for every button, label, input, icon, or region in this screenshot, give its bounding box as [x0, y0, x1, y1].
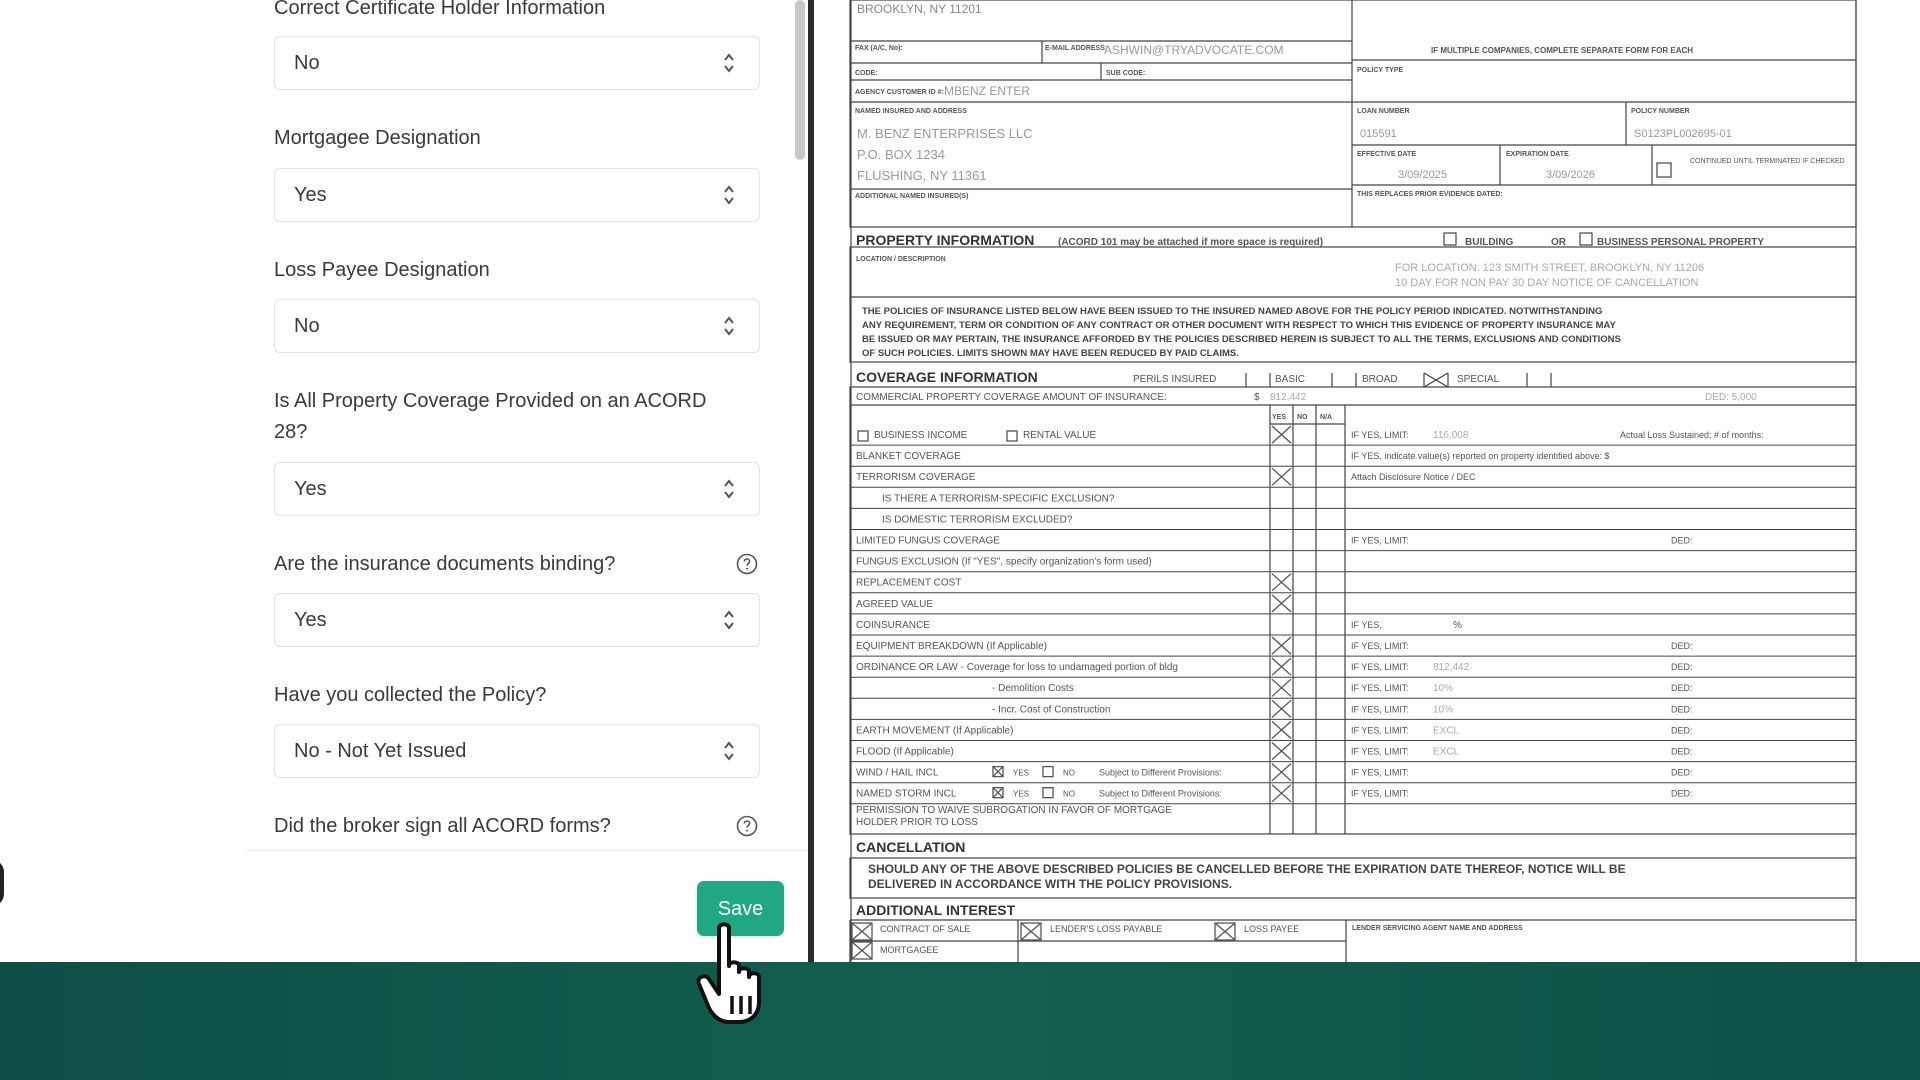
side-handle[interactable]: [0, 860, 4, 906]
coverage-ded-label: DED:: [1671, 641, 1693, 651]
doc-disclaimer-line3: BE ISSUED OR MAY PERTAIN, THE INSURANCE AFFORDED BY THE POLICIES DESCRIBED HEREIN IS SUBJECT TO ALL THE TERMS, EXCLUSIONS AND CONDITIONS: [862, 334, 1621, 345]
actual-loss-label: Actual Loss Sustained; # of months:: [1620, 430, 1764, 440]
doc-perils-label: PERILS INSURED: [1133, 374, 1217, 385]
policy-collected-value: No - Not Yet Issued: [294, 740, 467, 762]
binding-documents-value: Yes: [294, 609, 327, 631]
doc-address-line: BROOKLYN, NY 11201: [857, 2, 982, 16]
coverage-row-label: IS THERE A TERRORISM-SPECIFIC EXCLUSION?: [882, 493, 1115, 505]
coverage-row-label: WIND / HAIL INCL: [856, 767, 939, 779]
coverage-limit-value: EXCL: [1433, 746, 1460, 758]
doc-cancellation-line2: DELIVERED IN ACCORDANCE WITH THE POLICY PROVISIONS.: [868, 877, 1233, 891]
coverage-ded-label: DED:: [1671, 535, 1693, 546]
bottom-band: [0, 962, 1920, 1080]
coverage-limit-label: IF YES, LIMIT:: [1351, 704, 1409, 715]
no-checkbox: [1043, 767, 1053, 777]
save-button[interactable]: Save: [697, 881, 784, 936]
doc-additional-interest-title: ADDITIONAL INTEREST: [856, 902, 1016, 918]
coverage-ded-label: DED:: [1671, 746, 1693, 757]
doc-bpp-label: BUSINESS PERSONAL PROPERTY: [1597, 237, 1765, 248]
doc-code-label: CODE:: [855, 70, 878, 77]
doc-na-col: N/A: [1320, 414, 1333, 421]
doc-loan-number-label: LOAN NUMBER: [1357, 108, 1410, 115]
doc-disclaimer-line4: OF SUCH POLICIES. LIMITS SHOWN MAY HAVE BEEN REDUCED BY PAID CLAIMS.: [862, 348, 1239, 359]
coverage-row-label: FLOOD (If Applicable): [856, 746, 954, 758]
coverage-ded-label: DED:: [1671, 704, 1693, 715]
coverage-ded-label: DED:: [1671, 788, 1693, 799]
doc-policy-number-value: S0123PL002695-01: [1634, 128, 1732, 140]
coverage-limit-value: 812,442: [1433, 662, 1470, 674]
coverage-ded-label: DED:: [1671, 662, 1693, 673]
doc-coverage-title: COVERAGE INFORMATION: [856, 369, 1038, 385]
certificate-holder-value: No: [294, 52, 320, 74]
coverage-row-label: AGREED VALUE: [856, 598, 934, 610]
doc-policy-type-label: POLICY TYPE: [1357, 67, 1404, 74]
chevron-updown-icon: [723, 182, 735, 208]
doc-effective-value: 3/09/2025: [1398, 169, 1447, 181]
doc-cancellation-title: CANCELLATION: [856, 839, 966, 855]
doc-basic-label: BASIC: [1275, 374, 1306, 385]
coverage-limit-value: 10%: [1433, 683, 1454, 695]
doc-property-note: (ACORD 101 may be attached if more space is required): [1058, 237, 1324, 248]
doc-loss-payee: LOSS PAYEE: [1244, 924, 1300, 934]
doc-named-insured-line1: M. BENZ ENTERPRISES LLC: [857, 126, 1033, 141]
doc-agency-label: AGENCY CUSTOMER ID #:: [855, 89, 944, 96]
doc-subcode-label: SUB CODE:: [1106, 70, 1146, 77]
coverage-row-label: COINSURANCE: [856, 619, 930, 631]
question-label-broker-signed: Did the broker sign all ACORD forms?: [274, 815, 611, 837]
doc-cancellation-line1: SHOULD ANY OF THE ABOVE DESCRIBED POLICIES BE CANCELLED BEFORE THE EXPIRATION DATE THEREOF, NOTICE WILL BE: [868, 862, 1626, 876]
doc-lenders-loss-payable: LENDER'S LOSS PAYABLE: [1050, 924, 1163, 934]
coverage-row-label-cont: HOLDER PRIOR TO LOSS: [856, 816, 978, 828]
coverage-limit-label: IF YES, LIMIT:: [1351, 725, 1409, 736]
doc-disclaimer-line2: ANY REQUIREMENT, TERM OR CONDITION OF ANY CONTRACT OR OTHER DOCUMENT WITH RESPECT TO WHICH THIS EVIDENCE OF PROPERTY INSURANCE MAY: [862, 320, 1616, 331]
doc-location-label: LOCATION / DESCRIPTION: [856, 256, 946, 263]
no-label: NO: [1063, 789, 1075, 799]
coverage-limit-label: IF YES, LIMIT:: [1351, 767, 1409, 778]
doc-amount-label: COMMERCIAL PROPERTY COVERAGE AMOUNT OF INSURANCE:: [856, 392, 1167, 403]
coverage-row-label-2: RENTAL VALUE: [1023, 430, 1097, 441]
mortgagee-designation-value: Yes: [294, 184, 327, 206]
hand-pointer-icon: [695, 922, 785, 1027]
doc-named-insured-line3: FLUSHING, NY 11361: [857, 168, 987, 183]
chevron-updown-icon: [723, 607, 735, 633]
coverage-row-label: BUSINESS INCOME: [874, 430, 968, 441]
doc-additional-named-label: ADDITIONAL NAMED INSURED(S): [855, 193, 969, 200]
doc-disclaimer-line1: THE POLICIES OF INSURANCE LISTED BELOW HAVE BEEN ISSUED TO THE INSURED NAMED ABOVE FOR THE POLICY PERIOD INDICATED. NOTWITHSTANDING: [862, 306, 1603, 317]
doc-named-insured-label: NAMED INSURED AND ADDRESS: [855, 108, 967, 115]
coverage-row-label: EQUIPMENT BREAKDOWN (If Applicable): [856, 641, 1047, 652]
doc-expiration-value: 3/09/2026: [1546, 169, 1595, 181]
acord-28-coverage-select[interactable]: [274, 462, 760, 516]
doc-loan-number-value: 015591: [1360, 128, 1397, 140]
doc-multiple-companies: IF MULTIPLE COMPANIES, COMPLETE SEPARATE FORM FOR EACH: [1431, 46, 1694, 55]
question-label-acord-28-line2: 28?: [274, 421, 308, 443]
document-viewer[interactable]: [814, 0, 1920, 962]
doc-broad-label: BROAD: [1362, 374, 1398, 385]
coinsurance-percent: %: [1453, 619, 1462, 631]
doc-mortgagee: MORTGAGEE: [880, 945, 939, 955]
doc-property-title: PROPERTY INFORMATION: [856, 232, 1035, 248]
coverage-row-label: PERMISSION TO WAIVE SUBROGATION IN FAVOR OF MORTGAGE: [856, 804, 1172, 816]
doc-or-label: OR: [1551, 237, 1566, 248]
coverage-row-label: IS DOMESTIC TERRORISM EXCLUDED?: [882, 514, 1073, 526]
coverage-limit-label: IF YES, LIMIT:: [1351, 662, 1409, 673]
coverage-limit-label: IF YES,: [1351, 619, 1382, 630]
chevron-updown-icon: [723, 738, 735, 764]
coverage-row-label: BLANKET COVERAGE: [856, 451, 961, 463]
doc-servicing-agent: LENDER SERVICING AGENT NAME AND ADDRESS: [1352, 925, 1523, 932]
loss-payee-designation-value: No: [294, 315, 320, 337]
doc-building-label: BUILDING: [1465, 237, 1514, 248]
coverage-row-label: TERRORISM COVERAGE: [856, 472, 976, 484]
chevron-updown-icon: [723, 476, 735, 502]
coverage-limit-value: EXCL: [1433, 725, 1460, 737]
coverage-limit-label: IF YES, LIMIT:: [1351, 683, 1409, 694]
doc-email-label: E-MAIL ADDRESS:: [1045, 45, 1108, 52]
policy-collected-select[interactable]: [274, 724, 760, 778]
no-label: NO: [1063, 768, 1075, 778]
yes-label: YES: [1013, 789, 1030, 799]
coverage-ded-label: DED:: [1671, 767, 1693, 778]
coverage-limit-label: Attach Disclosure Notice / DEC: [1351, 472, 1476, 483]
question-label-certificate-holder: Correct Certificate Holder Information: [274, 0, 606, 19]
doc-expiration-label: EXPIRATION DATE: [1506, 151, 1569, 158]
doc-no-col: NO: [1297, 414, 1308, 421]
coverage-limit-value: 10%: [1433, 704, 1454, 716]
coverage-limit-label: IF YES, LIMIT:: [1351, 788, 1409, 799]
yes-label: YES: [1013, 768, 1030, 778]
coverage-limit-value: 116,008: [1433, 430, 1469, 441]
coverage-ded-label: DED:: [1671, 683, 1693, 694]
acord-form-page: [814, 0, 1920, 962]
coverage-row-label: LIMITED FUNGUS COVERAGE: [856, 535, 1000, 547]
doc-location-line1: FOR LOCATION: 123 SMITH STREET, BROOKLYN, NY 11206: [1395, 262, 1705, 274]
coverage-row-label: FUNGUS EXCLUSION (If "YES", specify organization's form used): [856, 556, 1152, 568]
doc-replaces-label: THIS REPLACES PRIOR EVIDENCE DATED:: [1357, 191, 1503, 198]
form-panel: [0, 0, 810, 962]
doc-amount-ded: DED: 5,000: [1705, 392, 1757, 403]
no-checkbox: [1043, 788, 1053, 798]
mortgagee-designation-select[interactable]: [274, 168, 760, 222]
question-label-loss-payee: Loss Payee Designation: [274, 259, 490, 281]
chevron-updown-icon: [723, 313, 735, 339]
coverage-limit-label: IF YES, LIMIT:: [1351, 535, 1409, 546]
subject-provisions-label: Subject to Different Provisions:: [1099, 767, 1222, 778]
doc-location-line2: 10 DAY FOR NON PAY 30 DAY NOTICE OF CANCELLATION: [1395, 277, 1699, 289]
coverage-limit-label: IF YES, LIMIT:: [1351, 430, 1409, 440]
binding-documents-select[interactable]: [274, 593, 760, 647]
question-circle-icon[interactable]: [736, 553, 758, 575]
chevron-updown-icon: [723, 50, 735, 76]
doc-continued-label: CONTINUED UNTIL TERMINATED IF CHECKED: [1690, 158, 1845, 165]
loss-payee-designation-select[interactable]: [274, 299, 760, 353]
coverage-row-label: - Incr. Cost of Construction: [992, 704, 1111, 716]
doc-fax-label: FAX (A/C, No):: [855, 45, 903, 52]
acord-28-coverage-value: Yes: [294, 478, 327, 500]
doc-special-label: SPECIAL: [1457, 374, 1500, 385]
doc-named-insured-line2: P.O. BOX 1234: [857, 147, 945, 162]
question-label-acord-28: [274, 386, 706, 448]
doc-yes-col: YES: [1272, 414, 1287, 421]
coverage-ded-label: DED:: [1671, 725, 1693, 736]
coverage-limit-label: IF YES, LIMIT:: [1351, 641, 1409, 651]
form-divider: [246, 850, 810, 851]
form-scrollbar-thumb[interactable]: [795, 0, 805, 160]
doc-contract-of-sale: CONTRACT OF SALE: [880, 924, 971, 934]
coverage-limit-label: IF YES, indicate value(s) reported on property identified above: $: [1351, 451, 1610, 462]
doc-agency-value: MBENZ ENTER: [944, 84, 1031, 98]
doc-dollar-sign: $: [1254, 392, 1260, 403]
question-label-policy-collected: Have you collected the Policy?: [274, 684, 547, 706]
question-label-mortgagee: Mortgagee Designation: [274, 127, 481, 149]
doc-amount-value: 812,442: [1270, 392, 1307, 403]
doc-policy-number-label: POLICY NUMBER: [1631, 108, 1690, 115]
question-label-acord-28-line1: Is All Property Coverage Provided on an ACORD: [274, 390, 707, 412]
question-label-binding: Are the insurance documents binding?: [274, 553, 616, 575]
coverage-row-label: REPLACEMENT COST: [856, 577, 962, 589]
coverage-row-label: NAMED STORM INCL: [856, 788, 957, 800]
coverage-row-label: EARTH MOVEMENT (If Applicable): [856, 725, 1014, 737]
coverage-limit-label: IF YES, LIMIT:: [1351, 746, 1409, 757]
coverage-row-label: ORDINANCE OR LAW - Coverage for loss to undamaged portion of bldg: [856, 662, 1178, 674]
subject-provisions-label: Subject to Different Provisions:: [1099, 788, 1222, 799]
coverage-row-label: - Demolition Costs: [992, 683, 1074, 695]
doc-effective-label: EFFECTIVE DATE: [1357, 151, 1416, 158]
doc-email-value: ASHWIN@TRYADVOCATE.COM: [1104, 43, 1284, 57]
certificate-holder-select[interactable]: [274, 36, 760, 90]
question-circle-icon[interactable]: [736, 815, 758, 837]
